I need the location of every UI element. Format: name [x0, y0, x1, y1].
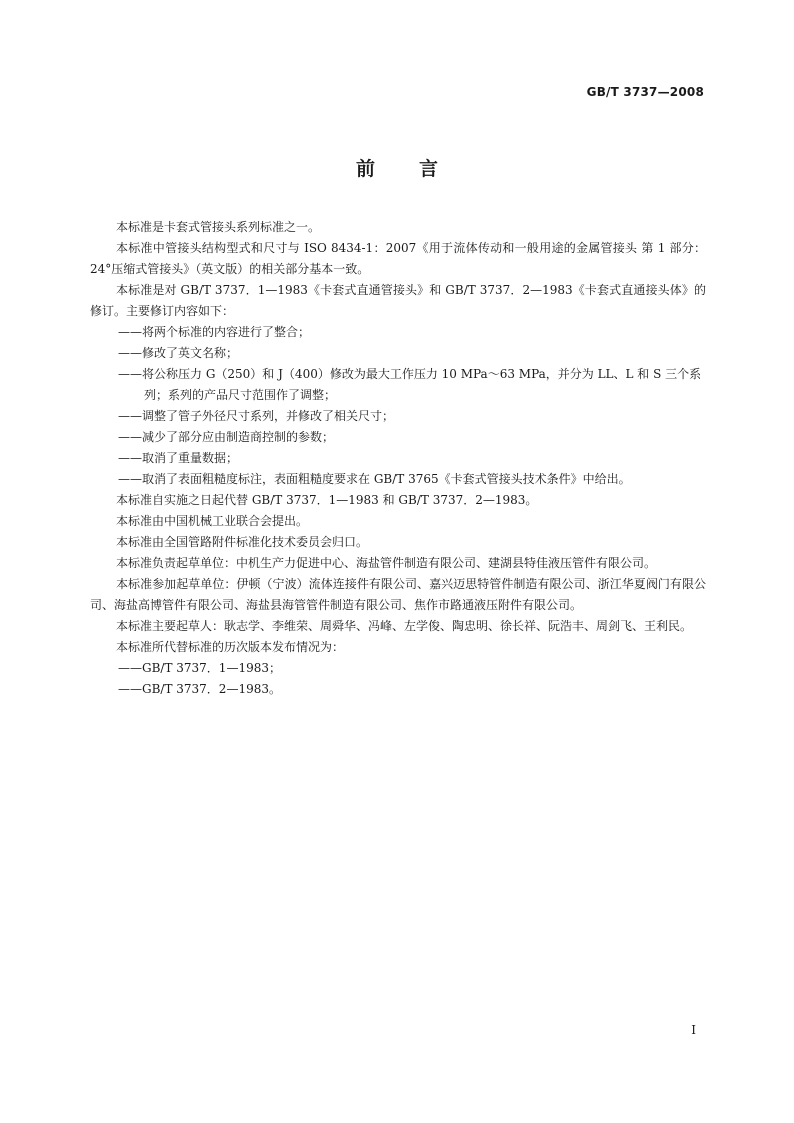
paragraph: 本标准负责起草单位：中机生产力促进中心、海盐管件制造有限公司、建湖县特佳液压管件有限公司。	[116, 556, 657, 570]
change-item: ——将两个标准的内容进行了整合；	[118, 325, 311, 339]
paragraph: 本标准由中国机械工业联合会提出。	[116, 514, 309, 528]
paragraph: 本标准自实施之日起代替 GB/T 3737．1—1983 和 GB/T 3737．2—1983。	[116, 493, 538, 507]
change-item: ——将公称压力 G（250）和 J（400）修改为最大工作压力 10 MPa～63 MPa，并分为 LL、L 和 S 三个系列；系列的产品尺寸范围作了调整；	[118, 367, 702, 402]
change-item: ——调整了管子外径尺寸系列，并修改了相关尺寸；	[118, 409, 395, 423]
paragraph: 本标准参加起草单位：伊顿（宁波）流体连接件有限公司、嘉兴迈思特管件制造有限公司、浙江华夏阀门有限公司、海盐高博管件有限公司、海盐县海管管件制造有限公司、焦作市路通液压附件有限公司。	[90, 577, 706, 612]
page-number: I	[691, 1023, 696, 1037]
paragraph: 本标准由全国管路附件标准化技术委员会归口。	[116, 535, 369, 549]
history-item: ——GB/T 3737．1—1983；	[118, 661, 281, 675]
change-item: ——减少了部分应由制造商控制的参数；	[118, 430, 335, 444]
page-title: 前言	[355, 158, 482, 180]
history-item: ——GB/T 3737．2—1983。	[118, 682, 281, 696]
change-item: ——取消了重量数据；	[118, 451, 239, 465]
paragraph: 本标准中管接头结构型式和尺寸与 ISO 8434-1：2007《用于流体传动和一般用途的金属管接头 第 1 部分：24°压缩式管接头》（英文版）的相关部分基本一致。	[90, 241, 706, 276]
paragraph: 本标准主要起草人：耿志学、李维荣、周舜华、冯峰、左学俊、陶忠明、徐长祥、阮浩丰、周剑飞、王利民。	[116, 619, 693, 633]
standard-number: GB/T 3737—2008	[586, 85, 704, 99]
paragraph: 本标准所代替标准的历次版本发布情况为：	[116, 640, 345, 654]
change-item: ——取消了表面粗糙度标注，表面粗糙度要求在 GB/T 3765《卡套式管接头技术条件》中给出。	[118, 472, 631, 486]
paragraph: 本标准是对 GB/T 3737．1—1983《卡套式直通管接头》和 GB/T 3737．2—1983《卡套式直通接头体》的修订。主要修订内容如下：	[90, 283, 706, 318]
paragraph: 本标准是卡套式管接头系列标准之一。	[116, 220, 321, 234]
foreword-body	[90, 217, 706, 700]
change-item: ——修改了英文名称；	[118, 346, 239, 360]
